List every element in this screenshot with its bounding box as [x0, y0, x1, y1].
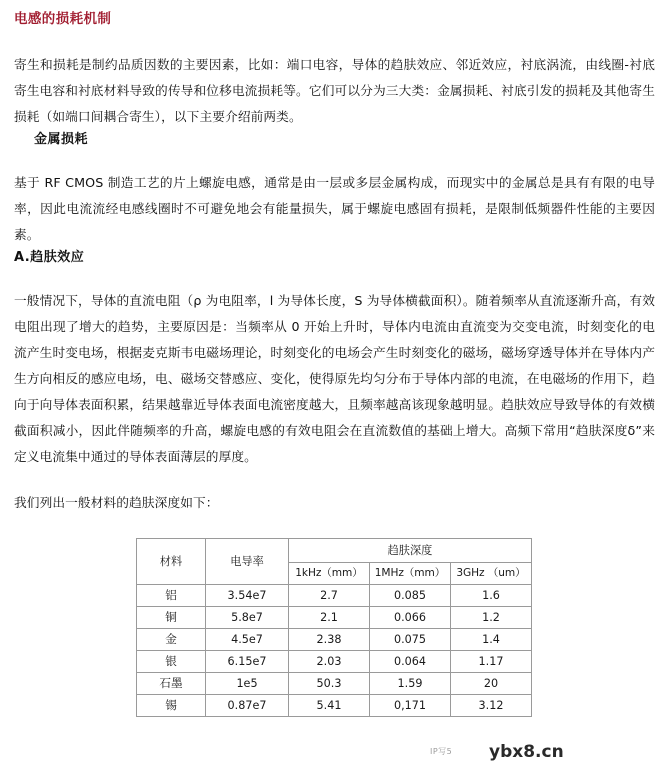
cell-conductivity: 1e5: [206, 673, 289, 695]
intro-paragraph: 寄生和损耗是制约品质因数的主要因素，比如：端口电容，导体的趋肤效应、邻近效应，衬底涡流，由线圈-衬底寄生电容和衬底材料导致的传导和位移电流损耗等。它们可以分为三大类：金属损耗、衬底引发的损耗及其他寄生损耗（如端口间耦合寄生），以下主要介绍前两类。: [14, 57, 655, 124]
header-conductivity: 电导率: [206, 539, 289, 585]
paragraph-skin-effect: 一般情况下，导体的直流电阻（ρ 为电阻率，l 为导体长度，S 为导体横截面积）。随着频率从直流逐渐升高，有效电阻出现了增大的趋势，主要原因是：当频率从 0 开始上升时，导体内电流由直流变为交变电流，时刻变化的电流产生时变电场，根据麦克斯韦电磁场理论，时刻变化的电场会产生时刻变化的磁场，磁场穿透导体并在导体内产生方向相反的感应电场，电、磁场交替感应、变化，使得原先均匀分布于导体内部的电流，在电磁场的作用下，趋向于向导体表面积累，结果越靠近导体表面电流密度越大，且频率越高该现象越明显。趋肤效应导致导体的有效横截面积减小，因此伴随频率的升高，螺旋电感的有效电阻会在直流数值的基础上增大。高频下常用“趋肤深度δ”来定义电流集中通过的导体表面薄层的厚度。: [14, 293, 655, 464]
cell-1khz: 50.3: [289, 673, 370, 695]
table-lead-in-text: 我们列出一般材料的趋肤深度如下：: [14, 495, 219, 510]
table-row: [137, 673, 532, 695]
cell-3ghz: 20: [451, 673, 532, 695]
cell-conductivity: 0.87e7: [206, 695, 289, 717]
cell-material: 石墨: [137, 673, 206, 695]
table-row: [137, 629, 532, 651]
header-material: 材料: [137, 539, 206, 585]
header-skin-depth-group: 趋肤深度: [289, 539, 532, 563]
cell-1khz: 2.38: [289, 629, 370, 651]
cell-conductivity: 6.15e7: [206, 651, 289, 673]
cell-1khz: 5.41: [289, 695, 370, 717]
table-row: [137, 607, 532, 629]
cell-conductivity: 4.5e7: [206, 629, 289, 651]
table-header-row-1: [137, 539, 532, 563]
table-row: [137, 651, 532, 673]
cell-material: 铝: [137, 585, 206, 607]
page-title: 电感的损耗机制: [14, 11, 112, 27]
cell-material: 金: [137, 629, 206, 651]
table-head: [137, 539, 532, 585]
watermark-faint-text: IP写5: [430, 747, 453, 756]
watermark-site: ybx8.cn: [489, 742, 564, 762]
table-row: [137, 695, 532, 717]
cell-1khz: 2.03: [289, 651, 370, 673]
cell-1mhz: 0.085: [370, 585, 451, 607]
heading-skin-effect: A.趋肤效应: [14, 250, 85, 265]
cell-conductivity: 3.54e7: [206, 585, 289, 607]
cell-3ghz: 1.2: [451, 607, 532, 629]
skin-depth-table: [136, 538, 532, 717]
paragraph-metal-loss: 基于 RF CMOS 制造工艺的片上螺旋电感，通常是由一层或多层金属构成，而现实中的金属总是具有有限的电导率，因此电流流经电感线圈时不可避免地会有能量损失，属于螺旋电感固有损耗，是限制低频器件性能的主要因素。: [14, 175, 655, 242]
cell-conductivity: 5.8e7: [206, 607, 289, 629]
cell-3ghz: 1.17: [451, 651, 532, 673]
table-row: [137, 585, 532, 607]
cell-1khz: 2.7: [289, 585, 370, 607]
cell-1mhz: 1.59: [370, 673, 451, 695]
cell-1mhz: 0.075: [370, 629, 451, 651]
cell-3ghz: 3.12: [451, 695, 532, 717]
cell-1khz: 2.1: [289, 607, 370, 629]
cell-material: 银: [137, 651, 206, 673]
cell-material: 锡: [137, 695, 206, 717]
cell-material: 铜: [137, 607, 206, 629]
cell-1mhz: 0,171: [370, 695, 451, 717]
cell-3ghz: 1.4: [451, 629, 532, 651]
cell-3ghz: 1.6: [451, 585, 532, 607]
skin-depth-table-container: [14, 538, 655, 717]
header-freq-3ghz: 3GHz （um）: [451, 563, 532, 585]
heading-metal-loss: 金属损耗: [34, 132, 89, 147]
header-freq-1khz: 1kHz（mm）: [289, 563, 370, 585]
header-freq-1mhz: 1MHz（mm）: [370, 563, 451, 585]
cell-1mhz: 0.066: [370, 607, 451, 629]
table-body: [137, 585, 532, 717]
cell-1mhz: 0.064: [370, 651, 451, 673]
